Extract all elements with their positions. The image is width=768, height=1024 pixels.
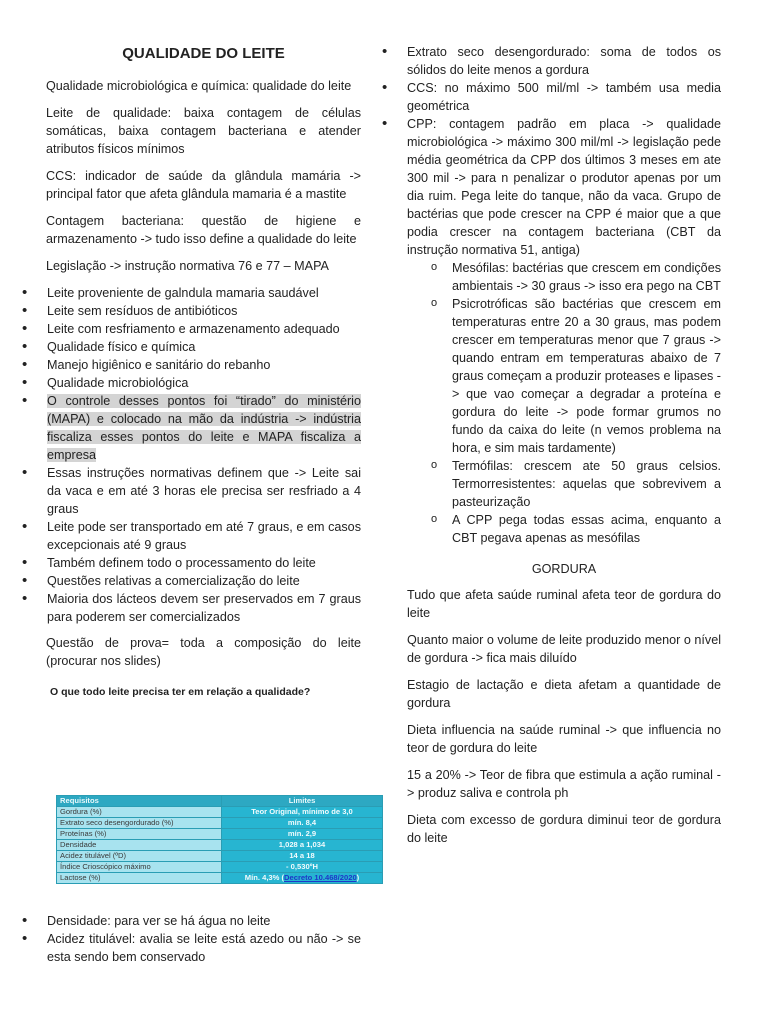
table-cell: Densidade — [57, 840, 222, 851]
sub-list-item: o Mesófilas: bactérias que crescem em condições ambientais -> 30 graus -> isso era pego na CBT — [360, 259, 721, 295]
section-heading: GORDURA — [531, 562, 597, 576]
table-row — [57, 807, 383, 818]
list-item: • Qualidade físico e química — [0, 338, 361, 356]
highlighted-text: O controle desses pontos foi “tirado” do ministério (MAPA) e colocado na mão da indústria -> indústria fiscaliza esses pontos do leite e MAPA fiscaliza a empresa — [47, 394, 361, 462]
exam-note: Questão de prova= toda a composição do leite (procurar nos slides) — [46, 636, 361, 668]
paragraph: Leite de qualidade: baixa contagem de células somáticas, baixa contagem bacteriana e atender atributos físicos mínimos — [46, 106, 361, 156]
paragraph: Dieta com excesso de gordura diminui teor de gordura do leite — [407, 813, 721, 845]
table-cell: Extrato seco desengordurado (%) — [57, 818, 222, 829]
list-item: • Maioria dos lácteos devem ser preservados em 7 graus para poderem ser comercializados — [0, 590, 361, 626]
cell-text: Mín. 4,3% ( — [244, 873, 285, 882]
table-cell: Proteínas (%) — [57, 829, 222, 840]
sub-bullet-list — [360, 259, 721, 547]
table-cell: Teor Original, mínimo de 3,0 — [222, 807, 383, 818]
paragraph: Quanto maior o volume de leite produzido menor o nível de gordura -> fica mais diluído — [407, 633, 721, 665]
page-title: QUALIDADE DO LEITE — [122, 45, 285, 62]
table-cell: 1,028 a 1,034 — [222, 840, 383, 851]
table-cell: mín. 8,4 — [222, 818, 383, 829]
list-item: • CCS: no máximo 500 mil/ml -> também usa media geométrica — [360, 79, 721, 115]
paragraph: Dieta influencia na saúde ruminal -> que influencia no teor de gordura do leite — [407, 723, 721, 755]
after-table-list — [46, 912, 361, 974]
requirements-table — [56, 795, 383, 884]
list-item: • Acidez titulável: avalia se leite está azedo ou não -> se esta sendo bem conservado — [0, 930, 361, 966]
sub-list-item: o Termófilas: crescem ate 50 graus celsios. Termorresistentes: aquelas que sobrevivem a pasteurização — [360, 457, 721, 511]
table-row — [57, 829, 383, 840]
sub-list-item: o Psicrotróficas são bactérias que crescem em temperaturas entre 20 a 30 graus, mas podem crescer em temperaturas menor que 7 graus -> quando entram em temperaturas abaixo de 7 graus começam a produzir proteases e lipases -> que vao começar a degradar a proteína e gordura do leite -> pode formar grumos no fundo da caixa do leite (n vemos problema na hora, e sim mais tardamente) — [360, 295, 721, 457]
list-item: • Densidade: para ver se há água no leite — [0, 912, 361, 930]
list-item: • Qualidade microbiológica — [0, 374, 361, 392]
table-row — [57, 851, 383, 862]
table-row — [57, 818, 383, 829]
list-item: • Leite pode ser transportado em até 7 graus, e em casos excepcionais até 9 graus — [0, 518, 361, 554]
table-title: O que todo leite precisa ter em relação a qualidade? — [50, 686, 311, 698]
paragraph: 15 a 20% -> Teor de fibra que estimula a ação ruminal -> produz saliva e controla ph — [407, 768, 721, 800]
table-cell: Acidez titulável (ºD) — [57, 851, 222, 862]
table-cell: 14 a 18 — [222, 851, 383, 862]
list-item: • Leite com resfriamento e armazenamento adequado — [0, 320, 361, 338]
list-item: • Também definem todo o processamento do leite — [0, 554, 361, 572]
list-item: • Questões relativas a comercialização do leite — [0, 572, 361, 590]
table-cell: Índice Crioscópico máximo — [57, 862, 222, 873]
right-column — [407, 43, 721, 856]
bullet-list — [0, 284, 361, 626]
table-cell: - 0,530ºH — [222, 862, 383, 873]
bullet-list — [360, 43, 721, 259]
bullet-list — [0, 912, 361, 966]
paragraph: Estagio de lactação e dieta afetam a quantidade de gordura — [407, 678, 721, 710]
left-column — [46, 0, 361, 699]
table-cell: Lactose (%) — [57, 873, 222, 884]
cell-text: ) — [356, 873, 360, 882]
list-item: • Leite sem resíduos de antibióticos — [0, 302, 361, 320]
sub-list-item: o A CPP pega todas essas acima, enquanto a CBT pegava apenas as mesófilas — [360, 511, 721, 547]
paragraph: Legislação -> instrução normativa 76 e 77 – MAPA — [46, 259, 329, 273]
list-item: • Extrato seco desengordurado: soma de todos os sólidos do leite menos a gordura — [360, 43, 721, 79]
list-item: • Essas instruções normativas definem que -> Leite sai da vaca e em até 3 horas ele precisa ser resfriado a 4 graus — [0, 464, 361, 518]
table-cell: Gordura (%) — [57, 807, 222, 818]
table-header: Requisitos — [57, 796, 222, 807]
table-cell: mín. 2,9 — [222, 829, 383, 840]
paragraph: Contagem bacteriana: questão de higiene e armazenamento -> tudo isso define a qualidade do leite — [46, 214, 361, 246]
paragraph: Tudo que afeta saúde ruminal afeta teor de gordura do leite — [407, 588, 721, 620]
table-row — [57, 862, 383, 873]
paragraph: CCS: indicador de saúde da glândula mamária -> principal fator que afeta glândula mamaria é a mastite — [46, 169, 361, 201]
paragraph: Qualidade microbiológica e química: qualidade do leite — [46, 79, 352, 93]
list-item: • Leite proveniente de galndula mamaria saudável — [0, 284, 361, 302]
decree-link[interactable]: Decreto 10.468/2020 — [284, 873, 357, 882]
table-row — [57, 873, 383, 884]
table-cell — [222, 873, 383, 884]
list-item: • Manejo higiênico e sanitário do rebanho — [0, 356, 361, 374]
list-item: • CPP: contagem padrão em placa -> qualidade microbiológica -> máximo 300 mil/ml -> legislação pede média geométrica da CPP dos últimos 3 meses em ate 300 mil -> para n penalizar o produtor apenas por um dia ruim. Pega leite do tanque, não da vaca. Grupo de bactérias que pode crescer na CPP é maior que a que podia crescer na contagem bacteriana (CBT da instrução normativa 51, antiga) — [360, 115, 721, 259]
list-item-highlighted — [0, 392, 361, 464]
table-header: Limites — [222, 796, 383, 807]
table-row — [57, 840, 383, 851]
table-header-row — [57, 796, 383, 807]
